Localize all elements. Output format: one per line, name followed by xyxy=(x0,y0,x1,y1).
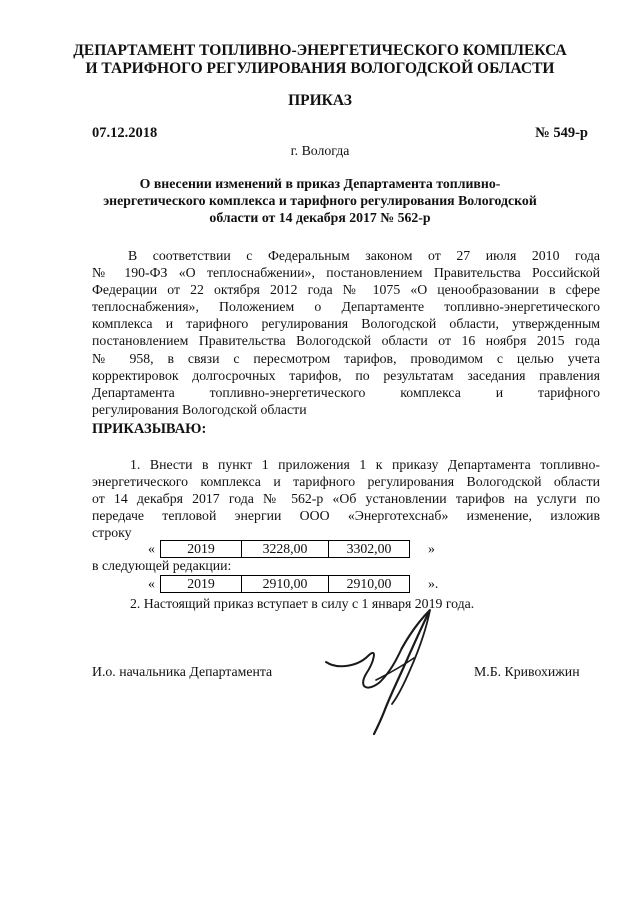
new-row-value-2: 2910,00 xyxy=(329,576,410,593)
old-row-value-2: 3302,00 xyxy=(329,541,410,558)
new-tariff-row xyxy=(160,575,410,593)
old-tariff-row xyxy=(160,540,410,558)
preamble-line: теплоснабжения», Положением о Департаменте топливно-энергетического xyxy=(92,299,600,315)
item-1-line: строку xyxy=(92,525,132,541)
subject-line-2: энергетического комплекса и тарифного регулирования Вологодской xyxy=(103,193,537,208)
item-1 xyxy=(92,456,600,541)
document-type: ПРИКАЗ xyxy=(288,92,352,109)
order-word: ПРИКАЗЫВАЮ: xyxy=(92,421,207,437)
preamble-line: Федерации от 22 октября 2012 года № 1075 «О ценообразовании в сфере xyxy=(92,282,600,298)
signatory-position: И.о. начальника Департамента xyxy=(92,664,273,679)
subject-line-1: О внесении изменений в приказ Департамента топливно- xyxy=(139,176,501,191)
item-1-line: передаче тепловой энергии ООО «Энерготехснаб» изменение, изложив xyxy=(92,508,600,524)
new-row-close-quote: ». xyxy=(428,576,439,591)
preamble-line: № 190-ФЗ «О теплоснабжении», постановлением Правительства Российской xyxy=(92,265,600,281)
subject-title xyxy=(60,175,580,226)
old-row-year: 2019 xyxy=(161,541,242,558)
preamble-line: постановлением Правительства Вологодской области от 16 ноября 2015 года xyxy=(92,333,600,349)
preamble xyxy=(92,247,600,418)
handwritten-signature xyxy=(318,600,458,740)
preamble-line: Департамента топливно-энергетического комплекса и тарифного xyxy=(92,384,600,400)
org-name-line-1: ДЕПАРТАМЕНТ ТОПЛИВНО-ЭНЕРГЕТИЧЕСКОГО КОМПЛЕКСА xyxy=(73,42,567,59)
signatory-name: М.Б. Кривохижин xyxy=(474,664,580,679)
document-number: № 549-р xyxy=(535,125,588,141)
old-row-close-quote: » xyxy=(428,541,435,556)
preamble-line: В соответствии с Федеральным законом от 27 июля 2010 года xyxy=(128,248,600,263)
document-city: г. Вологда xyxy=(290,143,350,158)
old-row-open-quote: « xyxy=(148,541,155,556)
document-date: 07.12.2018 xyxy=(92,125,158,141)
old-row-value-1: 3228,00 xyxy=(242,541,329,558)
preamble-line: корректировок долгосрочных тарифов, по результатам заседания правления xyxy=(92,367,600,383)
new-row-year: 2019 xyxy=(161,576,242,593)
subject-line-3: области от 14 декабря 2017 № 562-р xyxy=(209,210,431,225)
item-1-line: 1. Внести в пункт 1 приложения 1 к приказу Департамента топливно- xyxy=(130,457,600,472)
org-name-line-2: И ТАРИФНОГО РЕГУЛИРОВАНИЯ ВОЛОГОДСКОЙ ОБЛАСТИ xyxy=(85,60,555,77)
preamble-line: регулирования Вологодской области xyxy=(92,401,307,417)
new-row-open-quote: « xyxy=(148,576,155,591)
item-1-line: энергетического комплекса и тарифного регулирования Вологодской области xyxy=(92,474,600,490)
item-2: 2. Настоящий приказ вступает в силу с 1 января 2019 года. xyxy=(130,596,475,611)
preamble-line: № 958, в связи с пересмотром тарифов, проводимом с целью учета xyxy=(92,350,600,366)
item-1-line: от 14 декабря 2017 года № 562-р «Об установлении тарифов на услуги по xyxy=(92,491,600,507)
new-edition-label: в следующей редакции: xyxy=(92,558,232,573)
preamble-line: комплекса и тарифного регулирования Вологодской области, утвержденным xyxy=(92,316,600,332)
new-row-value-1: 2910,00 xyxy=(242,576,329,593)
